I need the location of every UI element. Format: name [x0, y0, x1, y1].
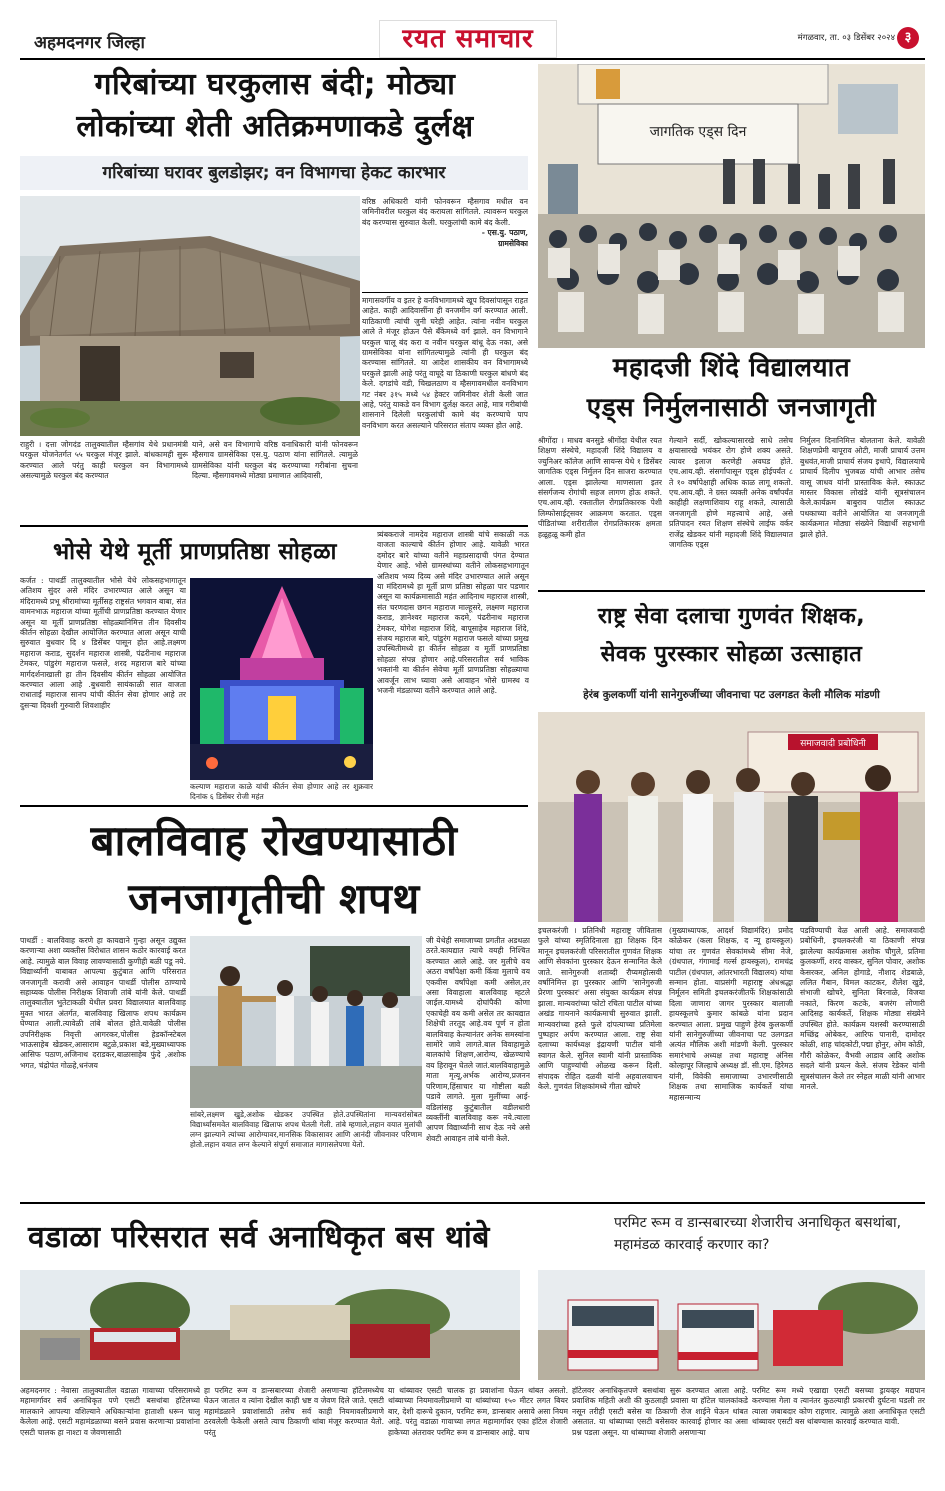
divider-left-2 — [20, 805, 528, 807]
story6-busstand-photo-right — [538, 1270, 925, 1380]
story6-side-head: परमिट रूम व डान्सबारच्या शेजारीच अनाधिकृत बसथांबा, महामंडळ कारवाई करणार का? — [614, 1215, 902, 1253]
story5-col2: जी येथेही समाजाच्या प्रगतीत अडथळा ठरते.कायद्यात त्याचे वयही निश्चित करण्यात आले आहे. जर मुलीचे वय अठरा वर्षांपेक्षा कमी किंवा मुलाचे वय एकवीस वर्षांपेक्षा कमी असेल,तर असा विवाहाला बालविवाह म्हटले जाईल.यामध्ये दोघांपैकी कोणा एकाचेही वय कमी असेल तर कायद्यात शिक्षेची तरतूद आहे.वय पूर्ण न होता बालविवाह केल्यानंतर अनेक समस्यांना सामोरे जावे लागते.बाल विवाहामुळे बालकांचे शिक्षण,आरोग्य, खेळण्याचे वय हिरावून घेतले जातं.बालविवाहामुळे माता मृत्यू,अर्भक आरोग्य,प्रजनन परिणाम,हिंसाचार या गोष्टीला बळी पडावे लागते. मुला मुलींच्या आई-वडिलांसह कुटुंबातील वडीलधारी व्यक्तींनी बालविवाह करू नये.त्याला आपण विद्यार्थ्यांनी साथ देऊ नये असे शेवटी आवाहन तांबे यांनी केले. — [426, 936, 530, 1143]
story5-col1: पाथर्डी : बालविवाह करणे हा कायद्याने गुन्हा असून उद्युक्त करणाऱ्या अशा व्यक्तीस विरोधात शासन कठोर कारवाई करत आहे. त्यामुळे बाल विवाह लावण्यासाठी कुणीही बळी पडू नये. विद्यार्थ्यांनी याबाबत आपल्या कुटुंबात आणि परिसरात जनजागृती करावी असे आवाहन पाथर्डी पोलीस ठाण्याचे सहाय्यक पोलीस निरीक्षक शिवाजी तांबे यांनी केले. पाथर्डी तालुक्यातील भुतेटाकळी येथील प्रवरा विद्यालयात बालविवाह मुक्त भारत अंतर्गत, बालविवाह खिलाफ शपथ कार्यक्रम घेण्यात आली.त्यावेळी तांबे बोलत होते.यावेळी पोलीस उपनिरीक्षक निवृत्ती आगरकर,पोलीस हेडकॉन्स्टेबल भाऊसाहेब खेडकर,आसाराम बटुळे,प्रकाश बडे,मुख्याध्यापक आसिफ पठाण,अजिनाथ दराडकर,बाळासाहेब फुंदे ,अशोक भगत, चंद्रोपंत गोळ्हे,धनंजय — [20, 936, 186, 1070]
bus-stand-illustration — [20, 1270, 520, 1380]
story1-col-right: मागासवर्गीय व इतर हे वनविभागामध्ये खूप दिवसांपासून राहत आहेत. काही आदिवासींना ही वनजमीन वर्ग करण्यात आली. याठिकाणी त्यांची जुनी घरेही आहेत. त्यांना नवीन घरकुल आले ते मंजूर होऊन पैसे बँकेमध्ये वर्ग झाले. वन विभागाने घरकुल चालू बंद करा व नवीन घरकुल बांधू देऊ नका, असे ग्रामसेविका यांना सांगितल्यामुळे त्यांनी ही घरकुल बंद करण्यास सांगितले. या आदेश शासकीय वन विभागामध्ये घरकुले झाली आहे परंतु वाघूदे या ठिकाणी घरकुल बांधणे बंद केले. दगडांचे वडी, चिखलठाण व म्हैसगावमधील वनविभाग गट नंबर ३१५ मध्ये ५४ हेक्टर जमिनीवर शेती केली जात आहे, परंतु याकडे वन विभाग दुर्लक्ष करत आहे, मात्र गरीबांची शासनाने दिलेली घरकुलांची कामे बंद करण्याचे पाप वनविभाग करत असल्याने परिसरात संताप व्यक्त होत आहे. — [362, 296, 528, 430]
divider-bottom — [20, 1202, 925, 1204]
story6-busstand-photo-left — [20, 1270, 520, 1380]
banner-text: जागतिक एड्स दिन — [649, 124, 747, 140]
paper-name: रयत समाचार — [402, 24, 534, 54]
district-label: अहमदनगर जिल्हा — [34, 33, 145, 53]
story6-col5: परमिट रूम मध्ये एखाद्या एसटी बसच्या ड्रायव्हर मद्यपान करण्यास गेला व त्यानंतर कुठल्याही प्रकारची दुर्घटना घडली तर त्याला जबाबदार कोण राहणार. त्यामुळे अशा अनाधिकृत एसटी थांब्यावर एसटी बस थांबण्यास कारवाई करण्यात यावी. — [752, 1386, 925, 1427]
story1-col-mid: याने, असे वन विभागाचे वरिष्ठ वनाधिकारी यांनी फोनवरून म्हैसगाव ग्रामसेविका एस.यु. पठाण यांना सांगितले. त्यामुळे ग्रामसेविका यांनी घरकुल बंद करण्याच्या गरीबांना सुचना दिल्या. म्हैसगावमध्ये मोठ्या प्रमाणात आदिवासी, — [192, 440, 358, 481]
divider-right-1 — [538, 590, 925, 592]
story6-col1: अहमदनगर : नेवासा तालुक्यातील वडाळा गावाच्या परिसरामध्ये महामार्गावर सर्व अनाधिकृत पणे एसटी बसथांबा हॉटेलच्या मालकाने आपल्या वशिल्याने अधिकाऱ्यांना हाताशी धरून चालू केलेला आहे. एसटी महामंडळाच्या बसने प्रवास करणाऱ्या प्रवाशांना एसटी चालक हा नाश्टा व जेवणासाठी — [20, 1386, 200, 1437]
story3-col1: कर्जत : पाथर्डी तालुक्यातील भोसे येथे लोकसहभागातून अतिशय सुंदर असे मंदिर उभारण्यात आले असून या मंदिरामध्ये प्रभू श्रीरामांच्या मूर्तीसह राष्ट्रसंत भगवान बाबा, संत वामनभाऊ महाराज यांच्या मूर्तीची प्राणप्रतिष्ठा करण्यात येणार असून या मूर्ती प्राणप्रतिष्ठा सोहळ्यानिमित्त तीन दिवसीय कीर्तन सोहळा देखील आयोजित करण्यात आला असून याची सुरुवात बुधवार दि ४ डिसेंबर पासून होत आहे.लक्ष्मण महाराज कराड, सुदर्शन महाराज शास्त्री, पंढरीनाथ महाराज टेमकर, पांडुरंग महाराज फसले, शरद महाराज बारे यांच्या मार्गदर्शनाखाली हा तीन दिवसीय कीर्तन सोहळा आयोजित करण्यात आला आहे .बुधवारी सायंकाळी सात वाजता राधाताई महाराज सानप यांची कीर्तन सेवा होणार आहे तर दुसऱ्या दिवशी गुरुवारी शिवशाहीर — [20, 576, 186, 710]
story6-col4: हॉटेलवर अनाधिकृतपणे बसथांबा सुरू करण्यात आला आहे. प्रवाशिक महिती अशी की कुठलाही प्रवासा या हॉटेल चालकांकडे नसून तरीही एसटी बसेस या ठिकाणी रोज शाईने घेऊन थांबत असतात. या थांब्याच्या एसटी बसेसवर कारवाई होणार का असा प्रश्न पडला असून. या थांब्याच्या शेजारी असणाऱ्या — [572, 1386, 748, 1437]
story1-headline: गरिबांच्या घरकुलास बंदी; मोठ्या लोकांच्या शेती अतिक्रमणाकडे दुर्लक्ष — [76, 67, 474, 144]
story5-oath-photo — [190, 936, 422, 1108]
story3-photo-caption: कल्याण महाराज काळे यांची कीर्तन सेवा होणार आहे तर शुक्रवार दिनांक ६ डिसेंबर रोजी महंत — [190, 782, 373, 801]
story2-headline: महादजी शिंदे विद्यालयात एड्स निर्मुलनासाठी जनजागृती — [586, 353, 877, 423]
story1-col-left: राहुरी । दत्ता जोगदंड तालुक्यातील म्हैसगांव येथे प्रधानमंत्री घरकुल योजनेतर्गत ५५ घरकुल मंजूर झाले. बांधकामही सुरू करण्यात आले परंतु काही घरकुल वन विभागामध्ये असल्यामुळे घरकुल बंद करण्यात — [20, 440, 188, 481]
story5-photo-caption: सांबरे,लक्ष्मण खुडे,अशोक खेडकर उपस्थित होते.उपस्थितांना मान्यवरांसोबत विद्यार्थ्यांसमवेत बालविवाह खिलाफ शपथ घेतली गेली. तांबे म्हणाले,लहान वयात मुलांची लग्न झाल्याने त्यांच्या आरोग्यावर,मानसिक विकासावर आणि आनंदी जीवनावर परिणाम होतो.लहान वयात लग्न केल्याने संपूर्ण समाजात मागासलेपणा येतो. — [190, 1110, 422, 1149]
page-number: ३ — [897, 27, 919, 49]
story1-house-photo — [20, 196, 360, 436]
story6-headline: वडाळा परिसरात सर्व अनाधिकृत बस थांबे — [28, 1220, 490, 1255]
award-ceremony-illustration — [538, 712, 925, 922]
story3-headline: भोसे येथे मूर्ती प्राणप्रतिष्ठा सोहळा — [52, 539, 338, 565]
quote-divider — [362, 292, 528, 293]
masthead-rule — [20, 58, 925, 60]
story3-temple-photo — [190, 578, 373, 780]
story3-col2: त्र्यंबकराजे नामदेव महाराज शास्त्री यांचे सकाळी नऊ वाजता काल्याचे कीर्तन होणार आहे. यावेळी भारत दमोदर बारे यांच्या वतीने महाप्रसादाची पंगत देण्यात येणार आहे. भोसे ग्रामस्थांच्या वतीने लोकसहभागातून अतिशय भव्य दिव्य असे मंदिर उभारण्यात आले असून या मंदिरामध्ये हा मूर्ती प्राण प्रतिष्ठा सोहळा पार पडणार असून या कार्यक्रमासाठी महंत आदिनाथ महाराज शास्त्री, संत चरणदास छगन महाराज माल्हूसरे, लक्ष्मण महाराज कराड, ज्ञानेश्वर महाराज कदमे, पंढरीनाथ महाराज टेमकर, योगेश महाराज शिंदे, बापूसाहेब महाराज शिंदे, संजय महाराज बारे, पांडुरंग महाराज फसले यांच्या प्रमुख उपस्थितीमध्ये हा कीर्तन सोहळा व मूर्ती प्राणप्रतिष्ठा सोहळा संपन्न होणार आहे.परिसरातील सर्व भाविक भक्तांनी या कीर्तन सेवेचा मूर्ती प्राणप्रतिष्ठा सोहळ्याचा आवर्जून लाभ घ्यावा असे आवाहन भोसे ग्रामस्थ व भजनी मंडळाच्या वतीने करण्यात आले आहे. — [377, 530, 529, 696]
story4-subhead: हेरंब कुलकर्णी यांनी सानेगुरुजींच्या जीवनाचा पट उलगडत केली मौलिक मांडणी — [583, 689, 880, 701]
story6-col3: या थांब्यावर एसटी चालक हा प्रवाशांना घेऊन थांबत असतो. थांब्याच्या नियमावलीप्रमाणे या थांब्यांच्या १५० मीटर लगत बियर बार, देशी दारूचे दुकान, परमिट रूम, डान्सबार असावे असा नियम आहे. परंतु वडाळा गावाच्या लगत महामार्गावर एका हॉटेल शेजारी हाकेच्या अंतरावर परमिट रूम व डान्सबार आहे. याच — [388, 1386, 568, 1437]
story4-col3: पडविण्याची वेळ आली आहे. समाजवादी प्रबोधिनी, इचलकरंजी या ठिकाणी संपन्न झालेल्या कार्यक्रमास अशोक चौगुले, प्रतिमा कुलकर्णी, शरद वास्कर, सुनिल पोवार, अशोक केसरकर, अनिल होगाडे, नौशाद शेडबाळे, ललित गैबान, विमल काटकर, शैलेश खुडे, संभाजी खोचरे, सुनिता बिरनाळे, विजया नकाते, किरण कटके, बजरंग लोणारी आदिसह कार्यकर्ते, शिक्षक मोठ्या संख्येने उपस्थित होते. कार्यक्रम यशस्वी करण्यासाठी मच्छिंद्र ओबेकर, आरिफ पानारी, दामोदर कोळी, शाह चांदकोटी,पद्मा होनुर, ओम कोठी, गौरी कोळेकर, वैभवी आडाव आदि अशोक सदले यांनी प्रयत्न केले. संजय रेडेकर यांनी सूत्रसंचालन केले तर स्नेहल माळी यांनी आभार मानले. — [800, 926, 925, 1092]
house-illustration — [20, 196, 360, 436]
story1-quote: वरिष्ठ अधिकारी यांनी फोनवरून म्हैसगाव मधील वन जमिनीवरील घरकुल बंद करायला सांगितले. त्यावरून घरकुल बंद करण्यास सुरुवात केली. घरकुलांची कामे बंद केली. - एस.यु. पठाण, ग्रामसेविका — [362, 197, 528, 248]
story2-col2: गेल्याने सर्दी, खोकल्यासारखे साधे तसेच क्षयासारखे भयंकर रोग होणे शक्य असते. त्यावर इलाज करणेही अवघड होते. एच.आय.व्ही. संसर्गापासून एड्स होईपर्यंत ८ ते १० वर्षापेक्षाही अधिक काळ लागू शकतो. एच.आय.व्ही. ने ग्रस्त व्यक्ती अनेक वर्षांपर्यंत काहीही लक्षणाशिवाय राहू शकते, त्यासाठी जनजागृती होणे महत्त्वाचे आहे, असे प्रतिपादन रयत शिक्षण संस्थेचे लाईफ वर्कर राजेंद्र खेडकर यांनी महादजी शिंदे विद्यालयात जागतिक एड्स — [669, 436, 793, 550]
story4-award-photo — [538, 712, 925, 922]
story6-col2: हा परमिट रूम व डान्सबारच्या शेजारी असणाऱ्या हॉटेलमध्येच घेऊन जातात व त्यांना देखील काही भ्रष्ट व जेवण दिले जाते. एसटी महामंडळाने प्रवाशांसाठी तसेच सर्व काही नियमावलीप्रमाणे ठरवलेली फेकेली असते त्याच ठिकाणी थांबा मंजूर करण्यात येतो. परंतु — [204, 1386, 384, 1437]
story4-headline: राष्ट्र सेवा दलाचा गुणवंत शिक्षक, सेवक पुरस्कार सोहळा उत्साहात — [597, 604, 866, 667]
story1-subhead: गरिबांच्या घरावर बुलडोझर; वन विभागचा हेकट कारभार — [20, 156, 528, 190]
school-event-illustration — [538, 64, 925, 348]
story2-event-photo — [538, 64, 925, 348]
oath-ceremony-illustration — [190, 936, 422, 1108]
masthead — [0, 0, 945, 60]
date-line: मंगळवार, ता. ०३ डिसेंबर २०२४ — [797, 33, 895, 43]
award-banner-text: समाजवादी प्रबोधिनी — [800, 739, 866, 749]
buses-illustration — [538, 1270, 925, 1380]
story4-col2: (मुख्याध्यापक, आदर्श विद्यामंदिर) प्रमोद कोळेकर (कला शिक्षक, द न्यू हायस्कूल) यांचा तर गुणवंत सेवकांमध्ये सीमा नेजे, (ग्रंथपाल, गंगामाई गर्ल्स हायस्कूल), रामचंद्र पाटील (ग्रंथपाल, आंतरभारती विद्यालय) यांचा सन्मान होता. याप्रसंगी महाराष्ट्र अंधश्रद्धा निर्मूलन समिती इचलकरंजीतर्फे शिक्षकांसाठी दिला जाणारा जागर पुरस्कार बालाजी हायस्कूलचे कुमार कांबळे यांना प्रदान करण्यात आला. प्रमुख पाहुणे हेरंब कुलकर्णी यांनी सानेगुरुजींच्या जीवनाचा पट उलगडत अत्यंत मौलिक अशी मांडणी केली. पुरस्कार समारंभाचे अध्यक्ष तथा महाराष्ट्र अंनिस कोल्हापूर जिल्हाचे अध्यक्ष डॉ. सी.एम. हिरेमठ यांनी, विवेकी समाजाच्या उभारणीसाठी शिक्षक तथा सामाजिक कार्यकर्ते यांचा महासन्मान्य — [669, 926, 793, 1102]
story5-headline: बालविवाह रोखण्यासाठी जनजागृतीची शपथ — [90, 816, 458, 923]
temple-illustration — [190, 578, 373, 780]
story2-col3: निर्मुलन दिनानिमित्त बोलताना केले. यावेळी शिक्षणप्रेमी बापूराव ओटी, माजी प्राचार्य उत्तम बुधवंत,माजी प्राचार्य संजय इथापे, विद्यालयाचे प्राचार्य दिलीप भुजबळ यांची आभार तसेच वासू जाधव यांनी प्रास्ताविक केले. स्काऊट मास्तर विकास लोखंडे यांनी सूत्रसंचालन केले.कार्यक्रम बाबुराव पाटील स्काऊट पथकाच्या वतीने आयोजित या जनजागृती कार्यक्रमात मोठ्या संख्येने विद्यार्थी सहभागी झाले होते. — [800, 436, 925, 539]
divider-left-1 — [20, 525, 528, 527]
paper-name-box — [379, 20, 557, 58]
story4-col1: इचलकरंजी । प्रतिनिधी महाराष्ट्र जीवितास फुले यांच्या स्मृतिदिनाला ह्या शिक्षक दिन मानून इचलकरंजी परिसरातील गुणवंत शिक्षक आणि सेवकांना पुरस्कार देऊन सन्मानित केले जाते. सानेगुरुजी शताब्दी रौप्यमहोत्सवी वर्षानिमित्त हा पुरस्कार आणि 'सानेगुरुजी प्रेरणा पुरस्कार' असा संयुक्त कार्यक्रम संपन्न झाला. मान्यवरांच्या फोटो रचिता पाटील यांच्या अखंड गायनाने कार्यक्रमाची सुरुवात झाली. मान्यवरांच्या हस्ते फुले दांपत्याच्या प्रतिमेला पुष्पहार अर्पण करण्यात आला. राष्ट्र सेवा दलाच्या कार्यध्यक्ष इंद्रायणी पाटील यांनी स्वागत केले. सुनिल स्वामी यांनी प्रास्ताविक आणि पाहुण्यांची ओळख करून दिली. संपादक रोहित दळवी यांनी अहवालवाचन केले. गुणवंत शिक्षकांमध्ये गीता खोचरे — [538, 926, 662, 1092]
story2-col1: श्रीगोंदा । माधव बनसुडे श्रीगोंदा येथील रयत शिक्षण संस्थेचे, महादजी शिंदे विद्यालय व ज्युनिअर कॉलेज आणि सायन्स येथे १ डिसेंबर जागतिक एड्स निर्मुलन दिन साजरा करण्यात आला. एड्स झालेल्या माणसाला इतर संसर्गजन्य रोगांची सहज लागण होऊ शकते. एच.आय.व्ही. रक्तातील रोगप्रतिकारक पेशी लिम्फोसाईट्सवर आक्रमण करतात. एड्स पीडितांच्या शरीरातील रोगप्रतिकारक क्षमता हळूहळू कमी होत — [538, 436, 662, 539]
